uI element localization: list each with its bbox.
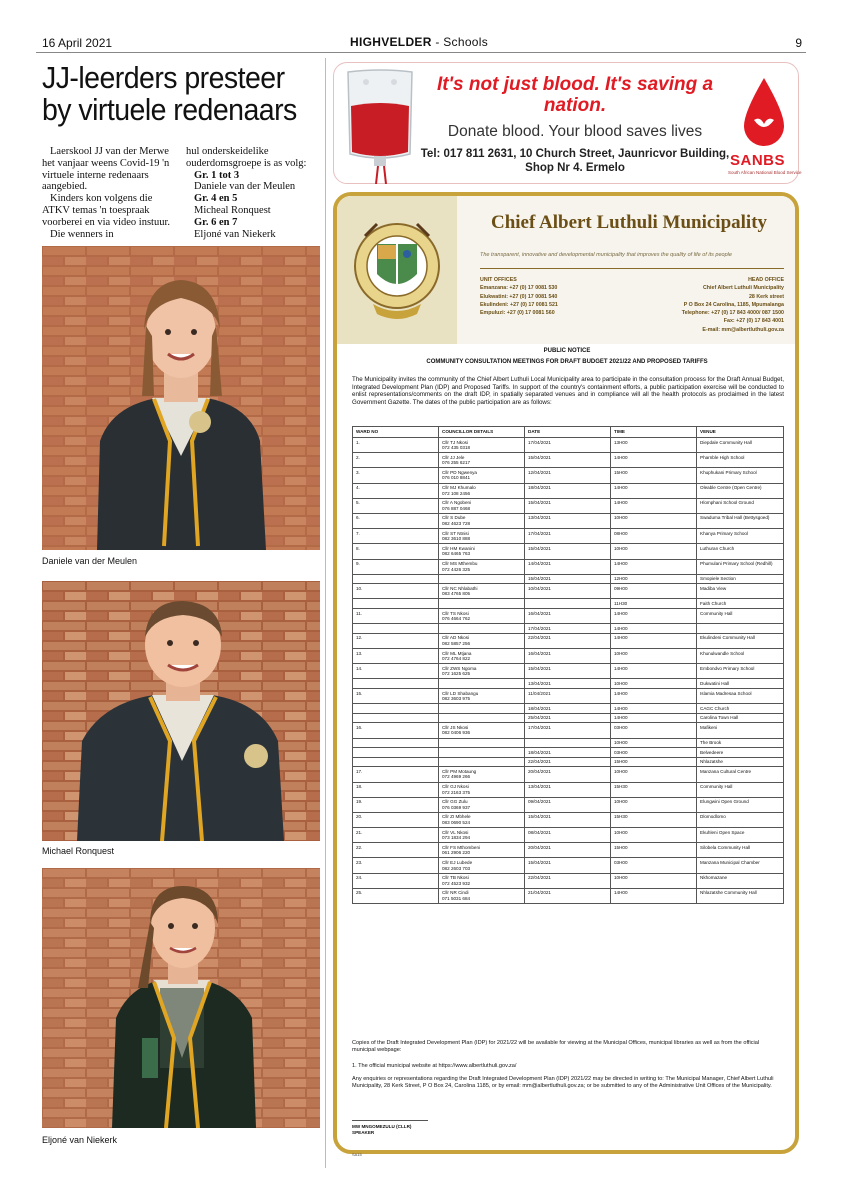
table-row <box>353 828 784 843</box>
table-row <box>353 679 784 689</box>
ad-contact: Tel: 017 811 2631, 10 Church Street, Jaunricvor Building, Shop Nr 4. Ermelo <box>420 148 730 174</box>
table-cell <box>353 713 439 723</box>
table-cell: 12. <box>353 633 439 648</box>
table-cell: Community Hall <box>697 609 784 624</box>
table-cell: 4. <box>353 483 439 498</box>
article-para: Kinders kon volgens die ATKV temas 'n toespraak voorberei en via video instuur. <box>42 193 171 228</box>
table-cell: 14H00 <box>611 483 697 498</box>
table-cell: 15/04/2021 <box>525 858 611 873</box>
table-cell: Cllr JJ Jele 076 255 6217 <box>439 453 525 468</box>
signature-line <box>352 1120 428 1121</box>
table-cell: 17/04/2021 <box>525 529 611 544</box>
table-cell: 03H00 <box>611 723 697 738</box>
table-cell: 16/04/2021 <box>525 609 611 624</box>
table-row <box>353 797 784 812</box>
page-number: 9 <box>795 36 802 50</box>
table-cell: 19. <box>353 797 439 812</box>
table-cell <box>439 599 525 609</box>
masthead-rule <box>36 52 806 53</box>
table-cell: Cllr MJ Khumalo 072 108 2456 <box>439 483 525 498</box>
website-note: 1. The official municipal website at https://www.albertluthuli.gov.za/ <box>352 1063 517 1069</box>
table-cell: The Brook <box>697 738 784 748</box>
table-row <box>353 812 784 827</box>
ward-schedule-table <box>352 426 784 904</box>
table-cell: Diepdale Community Hall <box>697 438 784 453</box>
table-row <box>353 584 784 599</box>
table-cell: 16/04/2021 <box>525 649 611 664</box>
table-cell: Cllr TJ Nkosi 072 435 0318 <box>439 438 525 453</box>
table-cell <box>353 757 439 767</box>
table-cell <box>439 704 525 714</box>
table-cell: 14H00 <box>611 689 697 704</box>
table-cell: Elungwini Open Ground <box>697 797 784 812</box>
table-cell: Ekuhleni Open Space <box>697 828 784 843</box>
table-cell: Cllr PM Motaung 072 4969 266 <box>439 767 525 782</box>
table-cell: CAGC Church <box>697 704 784 714</box>
enquiries-note: Any enquiries or representations regarding the Draft Integrated Development Plan (IDP) 2021/22 may be directed in writing to: The Municipal Manager, Chief Albert Luthuli Municipality, 28 Kerk Street, P O Box 24, Carolina 1185, or by email: mm@albertluthuli.gov.za; or be submitted to any of the Administrative Unit Offices of the Municipality. <box>352 1076 774 1089</box>
table-cell: Oleable Centre (Open Centre) <box>697 483 784 498</box>
head-office-line: Chief Albert Luthuli Municipality <box>702 285 784 292</box>
column-header: DATE <box>525 427 611 438</box>
column-header: TIME <box>611 427 697 438</box>
table-row <box>353 624 784 634</box>
table-cell: Manzana Cultural Centre <box>697 767 784 782</box>
issue-date: 16 April 2021 <box>42 36 113 50</box>
paper-title: HIGHVELDER - Schools <box>350 35 489 49</box>
table-cell: 08/04/2021 <box>525 828 611 843</box>
table-cell: 14H00 <box>611 498 697 513</box>
table-cell: 17/04/2021 <box>525 624 611 634</box>
table-cell: 8. <box>353 544 439 559</box>
table-row <box>353 858 784 873</box>
table-cell: Cllr HM Kwanini 082 6465 763 <box>439 544 525 559</box>
table-cell: 10H00 <box>611 873 697 888</box>
table-row <box>353 767 784 782</box>
table-cell: Khunulwandle School <box>697 649 784 664</box>
table-cell: 09H00 <box>611 584 697 599</box>
table-cell: 03H00 <box>611 858 697 873</box>
head-office-line: Telephone: +27 (0) 17 843 4000/ 087 1500 <box>681 310 784 317</box>
table-cell: 10H00 <box>611 679 697 689</box>
table-cell: Cllr GG Zulu 076 0369 937 <box>439 797 525 812</box>
table-cell: 15H00 <box>611 468 697 483</box>
sanbs-logo-subtext: South African National Blood Service <box>728 170 802 175</box>
table-cell: 20/04/2021 <box>525 843 611 858</box>
table-cell: 24. <box>353 873 439 888</box>
table-header-row <box>353 427 784 438</box>
table-cell: 22/04/2021 <box>525 873 611 888</box>
table-cell: Cllr A Ngobeni 076 887 0468 <box>439 498 525 513</box>
ad-reference-code: SA15 <box>352 1152 362 1157</box>
table-cell: 14H00 <box>611 664 697 679</box>
header-divider <box>480 268 784 269</box>
table-cell: 10/04/2021 <box>525 584 611 599</box>
signatory-title: SPEAKER <box>352 1129 375 1135</box>
unit-offices-title: UNIT OFFICES <box>480 277 517 283</box>
table-cell: Nhlazatshe <box>697 757 784 767</box>
table-cell: Pharnble High School <box>697 453 784 468</box>
table-cell: 14/04/2021 <box>525 559 611 574</box>
table-cell: Smopiele Section <box>697 574 784 584</box>
table-row <box>353 574 784 584</box>
table-row <box>353 689 784 704</box>
table-cell <box>439 748 525 758</box>
table-cell: 25. <box>353 888 439 903</box>
table-cell: 15/04/2021 <box>525 812 611 827</box>
table-cell: 2. <box>353 453 439 468</box>
table-cell <box>353 679 439 689</box>
table-row <box>353 843 784 858</box>
table-cell <box>439 574 525 584</box>
table-cell <box>525 599 611 609</box>
table-cell: 9. <box>353 559 439 574</box>
winner-grade: Gr. 4 en 5 <box>194 193 238 205</box>
table-cell: 10H00 <box>611 797 697 812</box>
table-cell: 18/04/2021 <box>525 748 611 758</box>
table-cell: 13. <box>353 649 439 664</box>
table-row <box>353 513 784 528</box>
table-row <box>353 723 784 738</box>
table-cell: Cllr VL Nkosi 073 1834 294 <box>439 828 525 843</box>
head-office-line: E-mail: mm@albertluthuli.gov.za <box>702 326 784 333</box>
table-row <box>353 757 784 767</box>
table-cell <box>353 624 439 634</box>
article-column-2 <box>186 146 320 240</box>
table-cell: 16. <box>353 723 439 738</box>
table-row <box>353 559 784 574</box>
table-cell: 15H00 <box>611 843 697 858</box>
ad-slogan: Donate blood. Your blood saves lives <box>447 123 703 140</box>
table-cell: Swaduma Tribal Hall (Bettysgoed) <box>697 513 784 528</box>
table-cell: 14H00 <box>611 609 697 624</box>
table-cell: 14H00 <box>611 624 697 634</box>
table-row <box>353 609 784 624</box>
table-cell: Khuphukani Primary School <box>697 468 784 483</box>
photo-eljone <box>42 868 320 1128</box>
column-header: COUNCILLOR DETAILS <box>439 427 525 438</box>
table-cell: 10. <box>353 584 439 599</box>
table-cell: 15H00 <box>611 757 697 767</box>
table-cell <box>353 599 439 609</box>
table-row <box>353 468 784 483</box>
column-header: VENUE <box>697 427 784 438</box>
table-cell: 14H00 <box>611 713 697 723</box>
table-cell: Silobela Community Hall <box>697 843 784 858</box>
table-cell: Cllr ML Mtjana 072 4764 822 <box>439 649 525 664</box>
table-cell: 17/04/2021 <box>525 438 611 453</box>
table-cell <box>439 757 525 767</box>
table-cell: Community Hall <box>697 782 784 797</box>
table-cell: Dukwatini Hall <box>697 679 784 689</box>
table-cell <box>525 738 611 748</box>
table-cell: 22/04/2021 <box>525 757 611 767</box>
article-para: Laerskool JJ van der Merwe het vanjaar weens Covid-19 'n virtuele interne redenaars aangebied. <box>42 146 170 193</box>
table-cell: 25/04/2021 <box>525 713 611 723</box>
article-headline: JJ-leerders presteer by virtuele redenaars <box>42 60 297 127</box>
table-cell: 09/04/2021 <box>525 797 611 812</box>
table-cell: Ekulindeni Community Hall <box>697 633 784 648</box>
table-cell: 23. <box>353 858 439 873</box>
table-cell: 12/04/2021 <box>525 468 611 483</box>
table-cell: Cllr S Dube 082 4623 728 <box>439 513 525 528</box>
table-cell: Cllr ZI Mbhele 083 0690 524 <box>439 812 525 827</box>
head-office-line: P O Box 24 Carolina, 1185, Mpumalanga <box>683 301 784 308</box>
table-cell: 13/04/2021 <box>525 679 611 689</box>
table-cell: Mafikeni <box>697 723 784 738</box>
article-para: Die wenners in <box>50 228 114 240</box>
section-name: - Schools <box>431 35 489 49</box>
head-office <box>620 276 784 334</box>
table-cell: Cllr LD Shabangu 082 3603 975 <box>439 689 525 704</box>
table-cell: Cllr ZWS Ngoma 072 1625 625 <box>439 664 525 679</box>
table-cell: 14H00 <box>611 559 697 574</box>
table-row <box>353 748 784 758</box>
table-row <box>353 664 784 679</box>
table-cell: Luthuran Church <box>697 544 784 559</box>
table-cell: Nhlazatshe Community Hall <box>697 888 784 903</box>
table-cell: Cllr GJ Nkosi 072 2163 375 <box>439 782 525 797</box>
table-cell: Islamia Madresaa School <box>697 689 784 704</box>
signatory-name: MW MNGOMEZULU (CLLR) <box>352 1124 412 1129</box>
signatory <box>352 1124 411 1135</box>
head-office-title: HEAD OFFICE <box>748 277 784 283</box>
table-cell: 15/04/2021 <box>525 574 611 584</box>
table-cell: 15/04/2021 <box>525 544 611 559</box>
table-cell: 3. <box>353 468 439 483</box>
table-cell: Embondvo Primary School <box>697 664 784 679</box>
table-cell <box>353 748 439 758</box>
table-cell: 03H00 <box>611 748 697 758</box>
table-cell <box>439 624 525 634</box>
table-cell: 10H00 <box>611 544 697 559</box>
table-cell <box>439 738 525 748</box>
table-cell: 14H00 <box>611 453 697 468</box>
table-cell: 10H00 <box>611 767 697 782</box>
table-row <box>353 782 784 797</box>
photo-caption: Daniele van der Meulen <box>42 556 138 566</box>
table-cell: Khanya Primary School <box>697 529 784 544</box>
copies-note: Copies of the Draft Integrated Development Plan (IDP) for 2021/22 will be available for viewing at the Municipal Offices, municipal libraries as well as from the official municipal webpage: <box>352 1040 760 1053</box>
table-row <box>353 704 784 714</box>
table-cell: 17. <box>353 767 439 782</box>
table-cell: Cllr TB Nkosi 072 4523 932 <box>439 873 525 888</box>
table-row <box>353 599 784 609</box>
table-cell: 22. <box>353 843 439 858</box>
table-cell: 14. <box>353 664 439 679</box>
article-para: hul onderskeidelike ouderdomsgroepe is as volg: <box>186 146 307 169</box>
municipal-logo-panel <box>337 196 457 344</box>
municipality-tagline: The transparent, innovative and developmental municipality that improves the quality of life of its people <box>480 252 732 258</box>
table-cell: 11/04/2021 <box>525 689 611 704</box>
table-cell: 11. <box>353 609 439 624</box>
table-cell: Madiba View <box>697 584 784 599</box>
winner-grade: Gr. 1 tot 3 <box>194 169 240 181</box>
table-row <box>353 498 784 513</box>
table-cell: 20/04/2021 <box>525 767 611 782</box>
table-cell <box>697 624 784 634</box>
table-cell: 14H00 <box>611 633 697 648</box>
photo-caption: Eljoné van Niekerk <box>42 1135 118 1145</box>
winner-name: Eljoné van Niekerk <box>194 228 276 240</box>
table-cell: Hlomphani School Ground <box>697 498 784 513</box>
sanbs-logo-text: SANBS <box>730 152 786 169</box>
table-cell: Carolina Town Hall <box>697 713 784 723</box>
table-row <box>353 438 784 453</box>
table-cell: 12H00 <box>611 574 697 584</box>
table-cell: Cllr PD Ngwenya 076 010 8841 <box>439 468 525 483</box>
photo-daniele <box>42 246 320 550</box>
table-cell: 20. <box>353 812 439 827</box>
table-cell <box>353 574 439 584</box>
notice-intro: The Municipality invites the community of the Chief Albert Luthuli Local Municipality area to participate in the consultation process for the Draft Annual Budget, Integrated Development Plan (IDP) and Proposed Tariffs. In support of the country's containment efforts, a public participation exercise will be conducted to enlist representations/comments on the draft IDP, in spatially separated venues and in compliance will all the health protocols as proclaimed in the latest Government Gazette. The dates of the public participation are as follows: <box>352 376 784 406</box>
table-cell: 15/04/2021 <box>525 453 611 468</box>
table-cell: 15H30 <box>611 812 697 827</box>
public-notice-title: PUBLIC NOTICE <box>543 348 591 354</box>
table-cell: Cllr EJ Lubede 082 2603 703 <box>439 858 525 873</box>
winner-name: Daniele van der Meulen <box>194 181 296 193</box>
table-cell: Cllr NR Cindi 071 5031 684 <box>439 888 525 903</box>
unit-offices <box>480 276 558 317</box>
table-cell: 15/04/2021 <box>525 498 611 513</box>
table-cell: 15/04/2021 <box>525 664 611 679</box>
head-office-line: 28 Kerk street <box>748 293 784 300</box>
blood-bag-icon <box>340 66 420 184</box>
table-cell: 1. <box>353 438 439 453</box>
table-cell <box>353 738 439 748</box>
meeting-title: COMMUNITY CONSULTATION MEETINGS FOR DRAFT BUDGET 2021/22 AND PROPOSED TARIFFS <box>426 359 708 365</box>
table-cell: Cllr MS Mthembu 072 4426 325 <box>439 559 525 574</box>
table-cell: Manzana Municipal Chamber <box>697 858 784 873</box>
table-cell: 10H00 <box>611 828 697 843</box>
table-row <box>353 713 784 723</box>
table-cell: Cllr AD Nkosi 082 5857 256 <box>439 633 525 648</box>
article-column-1 <box>42 146 176 240</box>
winner-grade: Gr. 6 en 7 <box>194 216 238 228</box>
photo-caption: Michael Ronquest <box>42 846 115 856</box>
column-header: WARD NO <box>353 427 439 438</box>
table-cell: 15. <box>353 689 439 704</box>
table-cell: 18/04/2021 <box>525 704 611 714</box>
table-cell: 18. <box>353 782 439 797</box>
table-cell: 21/04/2021 <box>525 888 611 903</box>
table-cell: 11H30 <box>611 599 697 609</box>
table-cell: Cllr NC Nhlabathi 083 4765 805 <box>439 584 525 599</box>
table-cell: Cllr ST Ntnisi 082 3610 888 <box>439 529 525 544</box>
table-cell: Nkhomazane <box>697 873 784 888</box>
table-cell: 21. <box>353 828 439 843</box>
table-cell <box>439 713 525 723</box>
table-cell <box>439 679 525 689</box>
table-cell: 13H00 <box>611 438 697 453</box>
table-cell: Phumulani Primary School (Redhill) <box>697 559 784 574</box>
table-row <box>353 633 784 648</box>
table-row <box>353 888 784 903</box>
winner-name: Micheal Ronquest <box>194 204 271 216</box>
table-cell: 18/04/2021 <box>525 483 611 498</box>
column-divider <box>325 58 326 1168</box>
table-cell: 13/04/2021 <box>525 513 611 528</box>
photo-michael <box>42 581 320 841</box>
table-cell: 17/04/2021 <box>525 723 611 738</box>
unit-office-line: Ekulindeni: +27 (0) 17 0081 521 <box>480 301 558 308</box>
table-row <box>353 873 784 888</box>
table-cell <box>353 704 439 714</box>
table-cell: 15H30 <box>611 782 697 797</box>
head-office-line: Fax: +27 (0) 17 843 4001 <box>723 318 784 325</box>
table-cell: 22/04/2021 <box>525 633 611 648</box>
table-row <box>353 529 784 544</box>
table-row <box>353 738 784 748</box>
municipal-crest-icon <box>337 196 457 344</box>
table-cell: Cllr TS Nkosi 076 4664 762 <box>439 609 525 624</box>
table-cell: 6. <box>353 513 439 528</box>
unit-office-line: Emanzana: +27 (0) 17 0081 530 <box>480 285 558 292</box>
table-cell: Dlomodlomo <box>697 812 784 827</box>
table-cell: Cllr JS Nkosi 082 0406 936 <box>439 723 525 738</box>
table-row <box>353 453 784 468</box>
table-cell: 14H00 <box>611 888 697 903</box>
table-cell: Cllr FS Mthombeni 061 2906 220 <box>439 843 525 858</box>
table-cell: 5. <box>353 498 439 513</box>
table-cell: Belvedeere <box>697 748 784 758</box>
table-row <box>353 483 784 498</box>
table-cell: 08H00 <box>611 529 697 544</box>
table-cell: 7. <box>353 529 439 544</box>
table-row <box>353 544 784 559</box>
ad-headline: It's not just blood. It's saving a nation. <box>436 74 714 116</box>
table-cell: Faith Church <box>697 599 784 609</box>
table-cell: 10H00 <box>611 513 697 528</box>
table-cell: 14H00 <box>611 704 697 714</box>
table-row <box>353 649 784 664</box>
municipality-name: Chief Albert Luthuli Municipality <box>490 212 768 233</box>
table-cell: 13/04/2021 <box>525 782 611 797</box>
blood-drop-icon <box>738 76 790 150</box>
table-cell: 10H00 <box>611 649 697 664</box>
table-cell: 10H00 <box>611 738 697 748</box>
unit-office-line: Empuluzi: +27 (0) 17 0081 560 <box>480 310 555 317</box>
unit-office-line: Elukwatini: +27 (0) 17 0081 540 <box>480 293 558 300</box>
